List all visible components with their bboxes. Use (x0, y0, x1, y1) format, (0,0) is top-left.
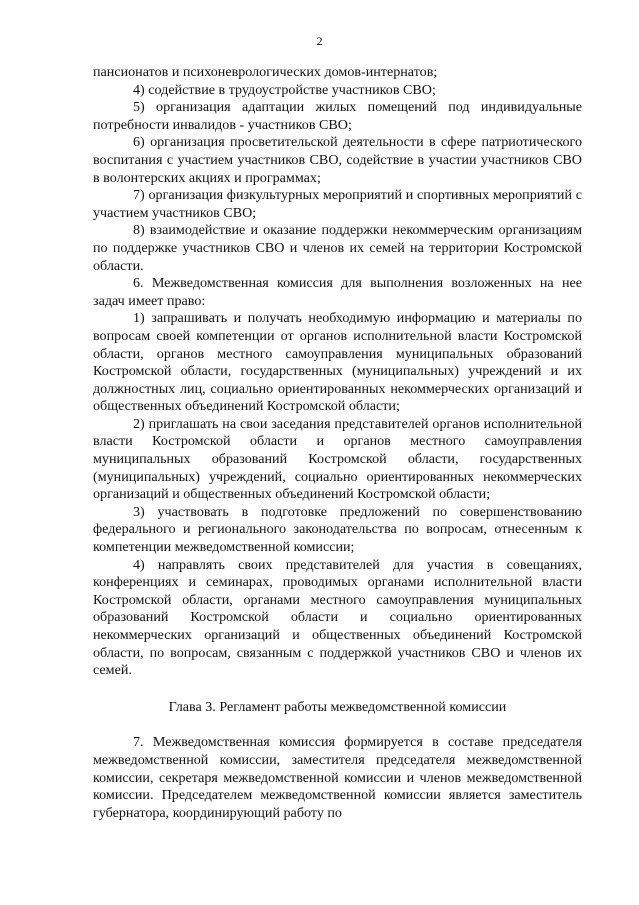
paragraph: 7. Межведомственная комиссия формируется в составе председателя межведомственной комиссии, заместителя председателя межведомственной комиссии, секретаря межведомственной комиссии и членов межведомственной комиссии. Председателем межведомственной комиссии является заместитель губернатора, координирующий работу по (93, 734, 582, 821)
paragraph: пансионатов и психоневрологических домов-интернатов; (93, 64, 438, 80)
paragraph: 5) организация адаптации жилых помещений под индивидуальные потребности инвалидов - участников СВО; (93, 99, 582, 133)
paragraph: 1) запрашивать и получать необходимую информацию и материалы по вопросам своей компетенции от органов исполнительной власти Костромской области, органов местного самоуправления муниципальных образований Костромской области, государственных (муниципальных) учреждений и их должностных лиц, социально ориентированных некоммерческих организаций и общественных объединений Костромской области; (93, 310, 582, 415)
paragraph: 8) взаимодействие и оказание поддержки некоммерческим организациям по поддержке участников СВО и членов их семей на территории Костромской области. (93, 222, 582, 274)
paragraph: 2) приглашать на свои заседания представителей органов исполнительной власти Костромской области и органов местного самоуправления муниципальных образований Костромской области, государственных (муниципальных) учреждений, социально ориентированных некоммерческих организаций и общественных объединений Костромской области; (93, 415, 582, 503)
paragraph: 4) направлять своих представителей для участия в совещаниях, конференциях и семинарах, проводимых органами исполнительной власти Костромской области, органами местного самоуправления муниципальных образований Костромской области и социально ориентированных некоммерческих организаций и общественных объединений Костромской области, по вопросам, связанным с поддержкой участников СВО и членов их семей. (93, 556, 582, 679)
paragraph: 6) организация просветительской деятельности в сфере патриотического воспитания с участием участников СВО, содействие в участии участников СВО в волонтерских акциях и программах; (93, 134, 582, 186)
paragraph: 6. Межведомственная комиссия для выполнения возложенных на нее задач имеет право: (93, 275, 582, 309)
paragraph: 7) организация физкультурных мероприятий и спортивных мероприятий с участием участников СВО; (93, 187, 582, 221)
paragraph: 4) содействие в трудоустройстве участников СВО; (133, 81, 436, 98)
chapter-heading: Глава 3. Регламент работы межведомственной комиссии (168, 698, 507, 715)
paragraph: 3) участвовать в подготовке предложений по совершенствованию федерального и регионального законодательства по вопросам, отнесенным к компетенции межведомственной комиссии; (93, 503, 582, 556)
document-body (93, 64, 582, 822)
page-number: 2 (316, 34, 323, 48)
